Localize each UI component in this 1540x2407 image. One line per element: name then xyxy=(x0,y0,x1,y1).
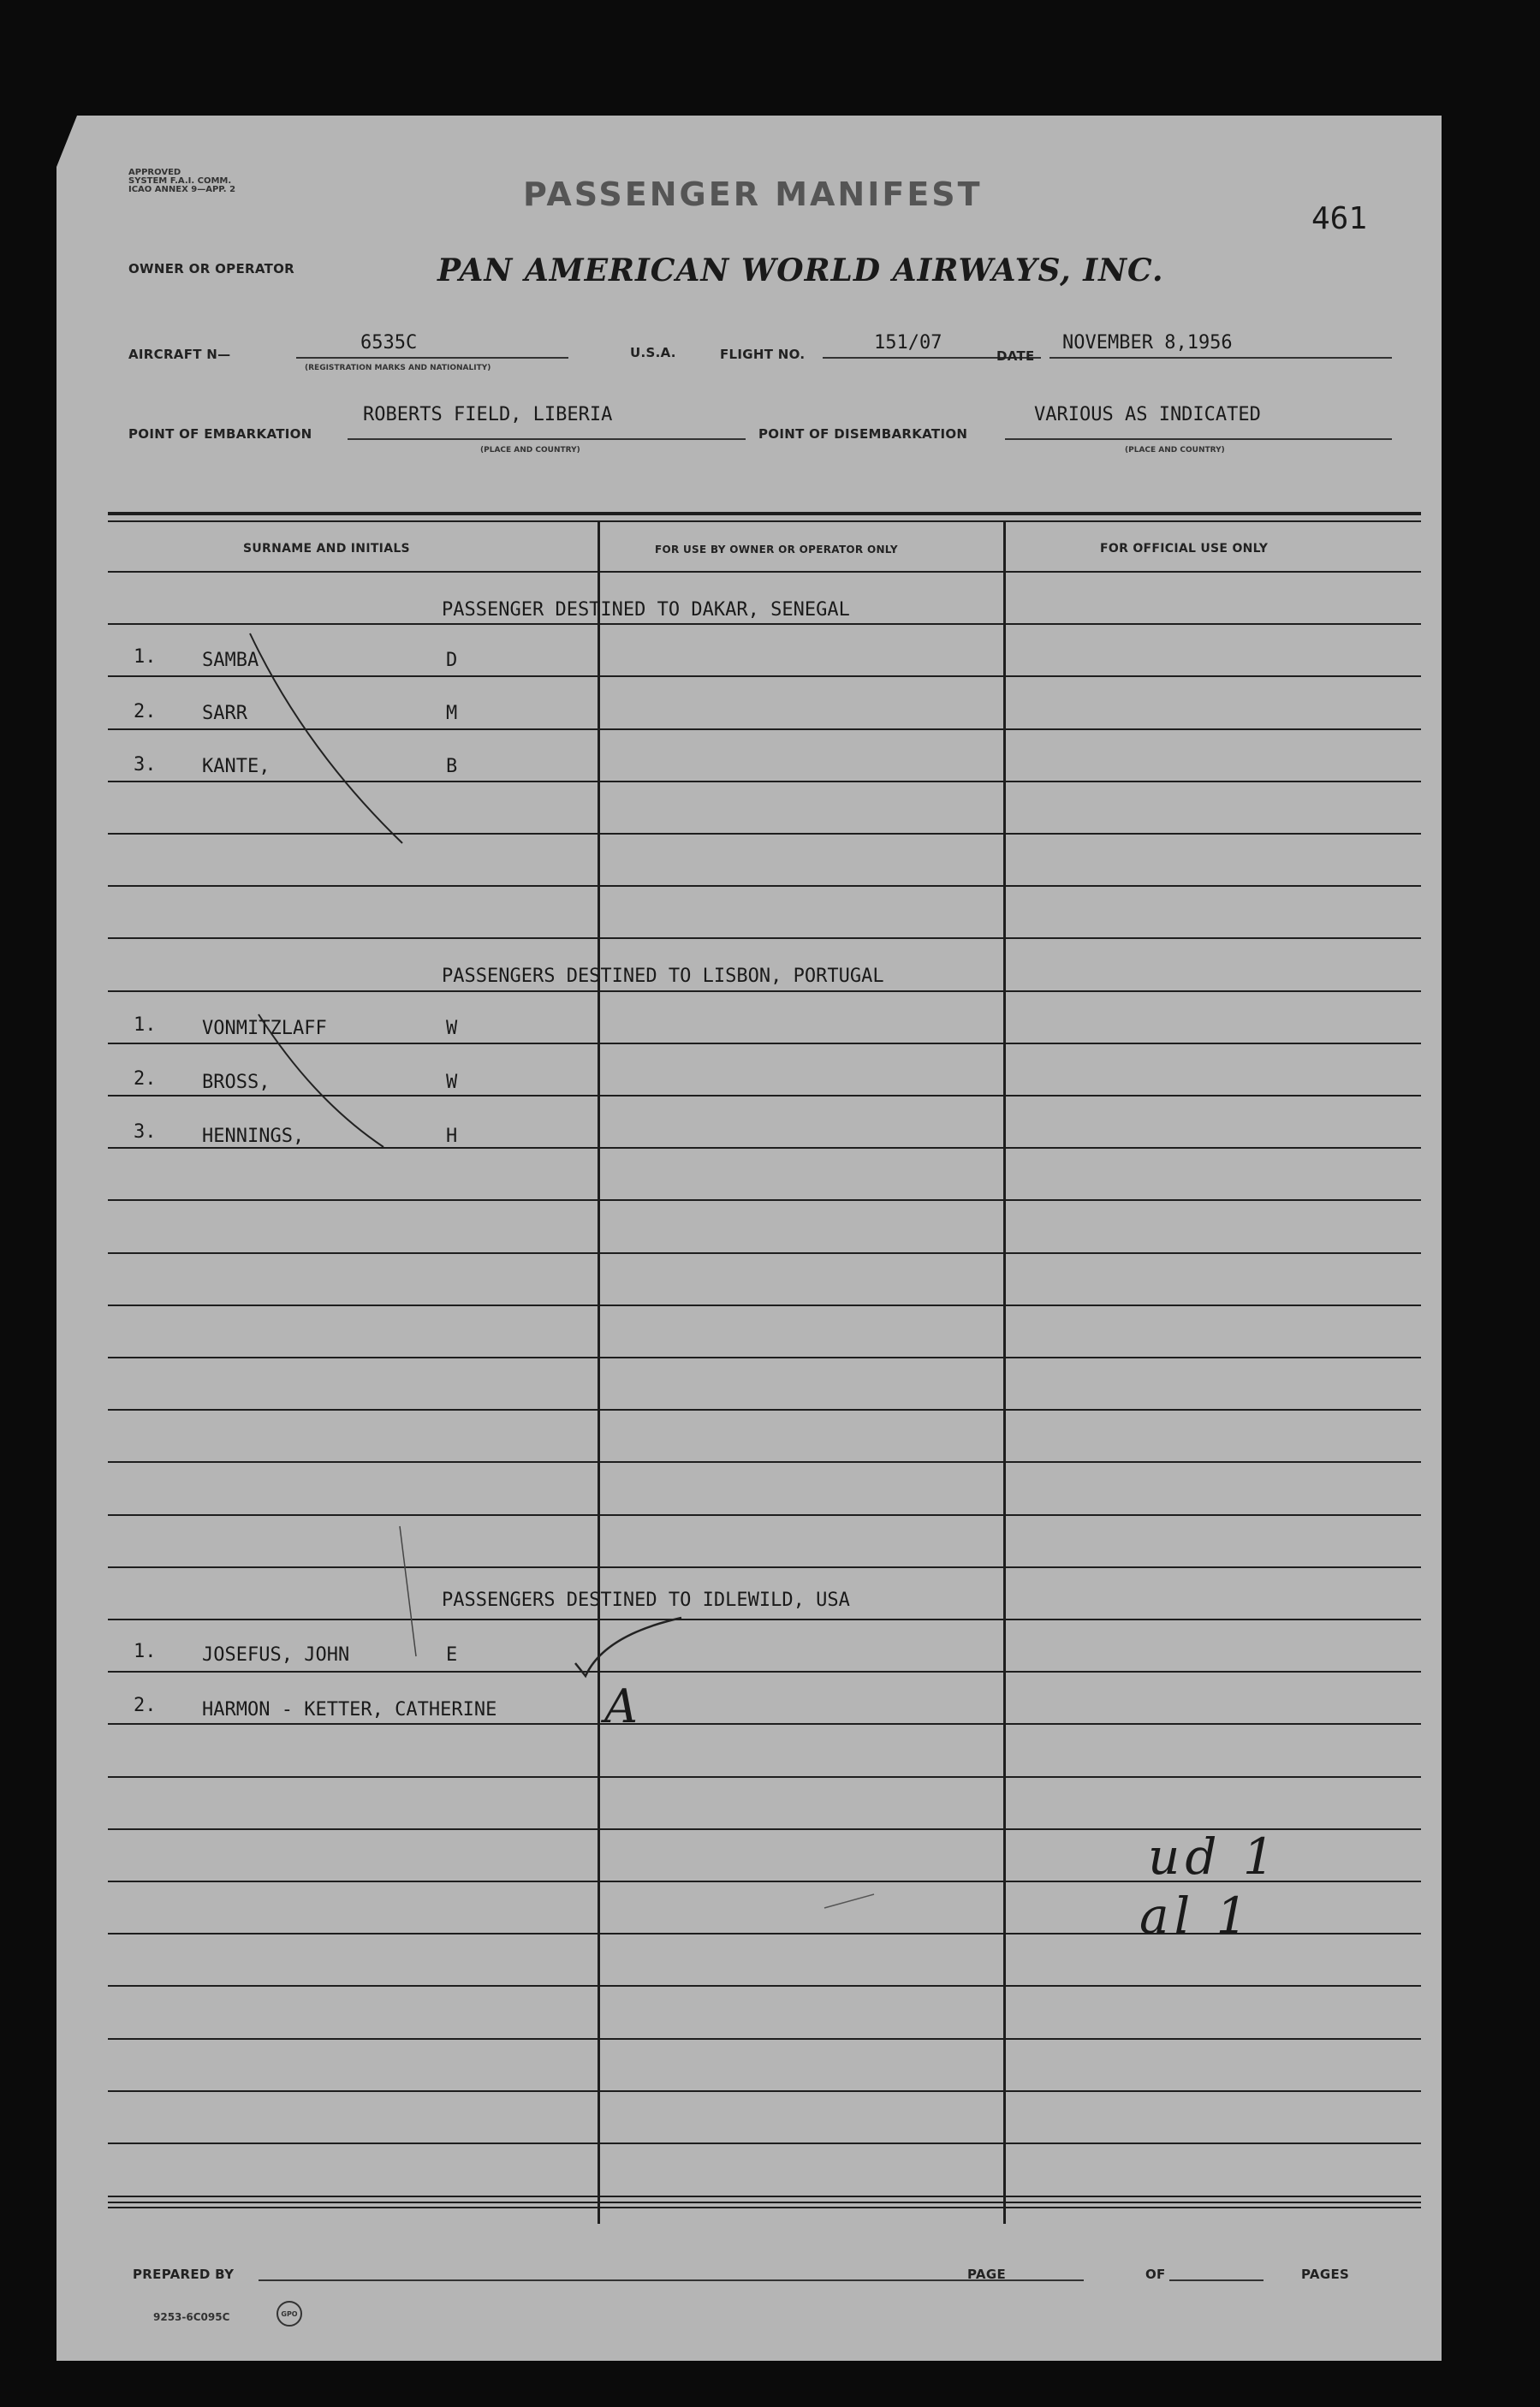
gpo-seal-text: GPO xyxy=(281,2309,298,2318)
column-header-owner: FOR USE BY OWNER OR OPERATOR ONLY xyxy=(655,544,898,556)
pen-stroke-dakar xyxy=(250,633,402,843)
owner-label: OWNER OR OPERATOR xyxy=(128,261,295,276)
pen-dash xyxy=(824,1894,874,1908)
date-value: NOVEMBER 8,1956 xyxy=(1062,332,1233,354)
passenger-initial: M xyxy=(446,703,458,724)
passenger-name: SARR xyxy=(202,703,247,724)
group-heading-idlewild: PASSENGERS DESTINED TO IDLEWILD, USA xyxy=(442,1590,850,1611)
pen-stroke-vertical xyxy=(400,1526,416,1656)
flight-label: FLIGHT NO. xyxy=(720,347,806,362)
operator-name: PAN AMERICAN WORLD AIRWAYS, INC. xyxy=(437,253,1164,288)
approval-line-3: ICAO ANNEX 9—APP. 2 xyxy=(128,185,236,194)
disembarkation-place-note: (PLACE AND COUNTRY) xyxy=(1125,446,1225,455)
group-heading-lisbon: PASSENGERS DESTINED TO LISBON, PORTUGAL xyxy=(442,966,884,987)
pen-stroke-lisbon xyxy=(259,1014,384,1147)
passenger-initial: W xyxy=(446,1072,458,1093)
passenger-name: KANTE, xyxy=(202,756,271,777)
embarkation-label: POINT OF EMBARKATION xyxy=(128,426,312,442)
flight-value: 151/07 xyxy=(874,332,942,354)
prepared-by-label: PREPARED BY xyxy=(133,2267,235,2282)
gpo-seal-icon xyxy=(276,2301,302,2327)
passenger-initial: D xyxy=(446,650,458,671)
disembarkation-value: VARIOUS AS INDICATED xyxy=(1034,404,1261,425)
date-label: DATE xyxy=(996,348,1035,364)
registration-note: (REGISTRATION MARKS AND NATIONALITY) xyxy=(305,364,491,372)
page-label: PAGE xyxy=(967,2267,1006,2282)
page-number: 461 xyxy=(1311,201,1368,236)
passenger-name: SAMBA xyxy=(202,650,259,671)
of-label: OF xyxy=(1145,2267,1166,2282)
aircraft-label: AIRCRAFT N— xyxy=(128,347,231,362)
table-bottom-rule-1 xyxy=(108,2196,1421,2197)
handwriting-overlay xyxy=(56,116,1442,2361)
passenger-number: 3. xyxy=(134,754,157,776)
usa-label: U.S.A. xyxy=(630,345,676,360)
group-heading-dakar: PASSENGER DESTINED TO DAKAR, SENEGAL xyxy=(442,599,850,621)
form-title: PASSENGER MANIFEST xyxy=(523,175,983,213)
form-code: 9253-6C095C xyxy=(153,2311,230,2323)
passenger-name: VONMITZLAFF xyxy=(202,1018,327,1039)
passenger-number: 3. xyxy=(134,1121,157,1143)
page-underline xyxy=(1007,2279,1084,2281)
table-bottom-rule-2 xyxy=(108,2202,1421,2203)
passenger-name: BROSS, xyxy=(202,1072,271,1093)
passenger-name: HARMON - KETTER, CATHERINE xyxy=(202,1699,497,1721)
passenger-initial: W xyxy=(446,1018,458,1039)
handwritten-note-line-1: ud 1 xyxy=(1148,1828,1280,1886)
approval-line-2: SYSTEM F.A.I. COMM. xyxy=(128,176,232,186)
passenger-number: 1. xyxy=(134,1641,157,1662)
column-header-surname: SURNAME AND INITIALS xyxy=(243,542,410,556)
aircraft-value: 6535C xyxy=(360,332,418,354)
passenger-initial: B xyxy=(446,756,458,777)
passenger-number: 2. xyxy=(134,701,157,722)
prepared-by-underline xyxy=(259,2279,1025,2281)
check-mark xyxy=(575,1618,681,1676)
passenger-name: HENNINGS, xyxy=(202,1126,305,1147)
embarkation-value: ROBERTS FIELD, LIBERIA xyxy=(363,404,613,425)
passenger-initial: H xyxy=(446,1126,458,1147)
table-bottom-rule-3 xyxy=(108,2207,1421,2208)
passenger-number: 2. xyxy=(134,1695,157,1716)
manifest-sheet xyxy=(56,116,1442,2361)
handwritten-mark-a: A xyxy=(604,1679,638,1733)
passenger-number: 2. xyxy=(134,1068,157,1090)
pages-label: PAGES xyxy=(1301,2267,1350,2282)
passenger-name: JOSEFUS, JOHN xyxy=(202,1644,350,1666)
handwritten-note-line-2: al 1 xyxy=(1139,1887,1253,1945)
column-header-official: FOR OFFICIAL USE ONLY xyxy=(1100,542,1269,556)
passenger-initial: E xyxy=(446,1644,458,1666)
approval-line-1: APPROVED xyxy=(128,168,181,177)
passenger-number: 1. xyxy=(134,1014,157,1036)
disembarkation-label: POINT OF DISEMBARKATION xyxy=(758,426,968,442)
of-underline xyxy=(1169,2279,1264,2281)
passenger-number: 1. xyxy=(134,646,157,668)
embarkation-place-note: (PLACE AND COUNTRY) xyxy=(480,446,580,455)
